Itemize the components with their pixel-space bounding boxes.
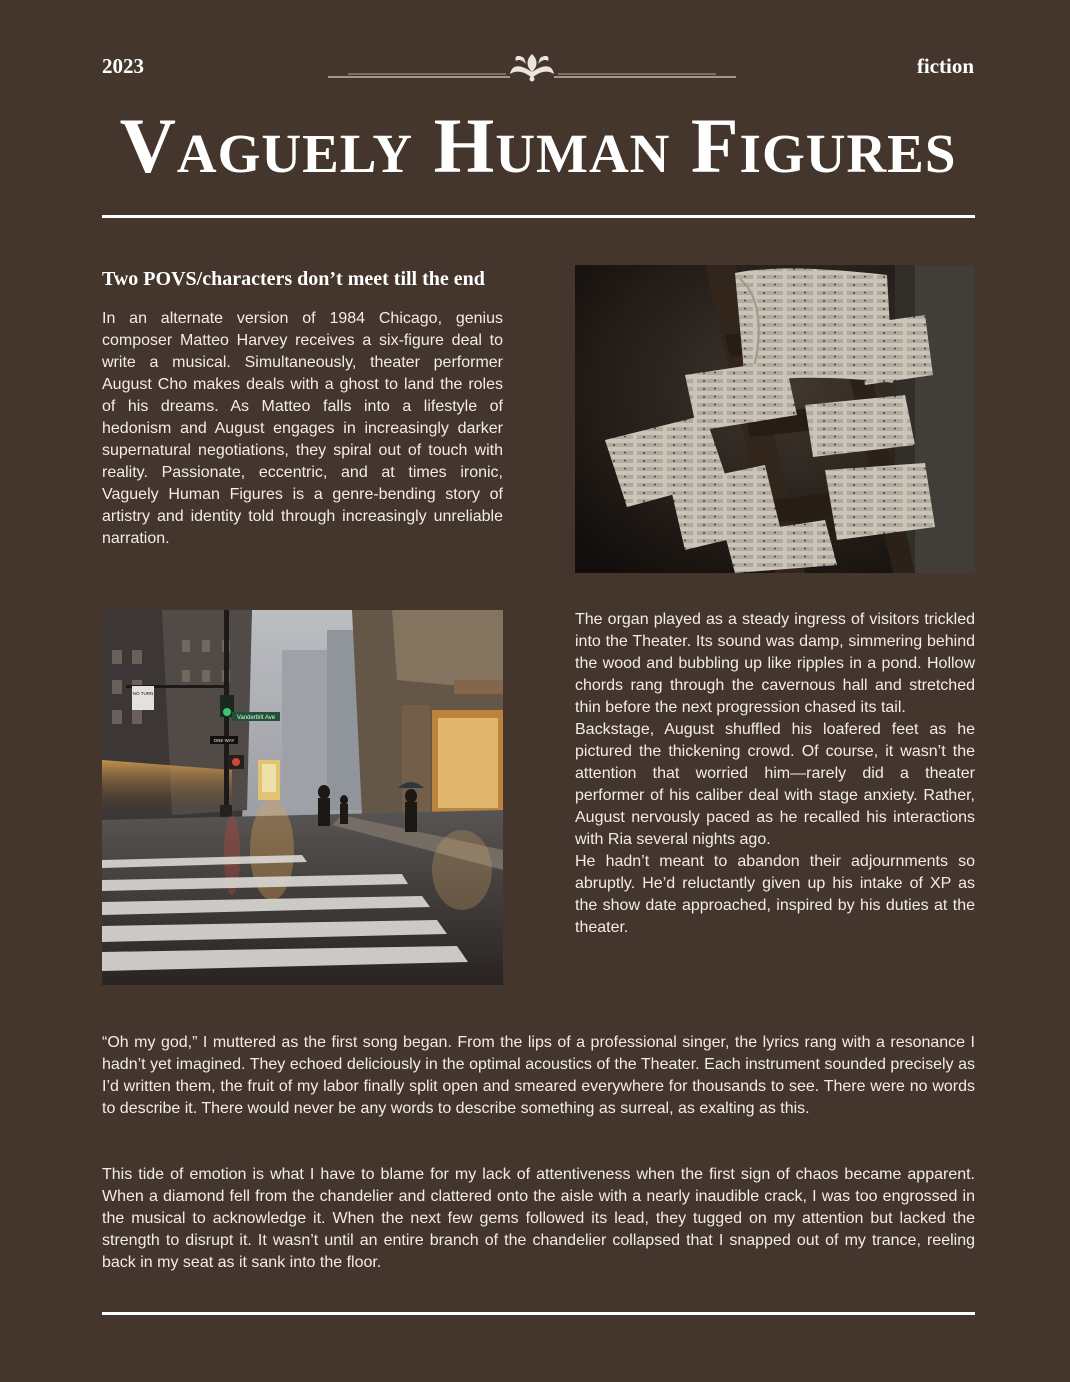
matteo-paragraph-1: “Oh my god,” I muttered as the first song began. From the lips of a professional singer, the lyrics rang with a resonance I hadn’t yet imagined. They echoed deliciously in the optimal acoustics of the Theater. Each instrument sounded precisely as I’d written them, the fruit of my labor finally split open and smeared everywhere for thousands to see. There were no words to describe it. There would never be any words to describe something as surreal, as exalting as this. [102, 1034, 975, 1117]
one-way-sign: ONE WAY [213, 738, 235, 743]
synopsis-heading: Two POVS/characters don’t meet till the end [102, 268, 485, 290]
august-paragraph-3: He hadn’t meant to abandon their adjournments so abruptly. He’d reluctantly given up his intake of XP as the show date approached, inspired by his duties at the theater. [575, 853, 975, 936]
year-label: 2023 [102, 54, 144, 78]
top-divider [102, 215, 975, 218]
august-excerpt [575, 609, 975, 939]
divider-ornament [328, 50, 736, 84]
matteo-paragraph-2: This tide of emotion is what I have to blame for my lack of attentiveness when the first sign of chaos became apparent. When a diamond fell from the chandelier and clattered onto the aisle with a nearly inaudible crack, I was too engrossed in the musical to acknowledge it. When the next few gems followed its lead, they tugged on my attention but lacked the strength to disrupt it. It wasn’t until an entire branch of the chandelier collapsed that I snapped out of my trance, reeling back in my seat as it sank into the floor. [102, 1166, 975, 1271]
august-paragraph-1: The organ played as a steady ingress of visitors trickled into the Theater. Its sound was damp, simmering behind the wood and bubbling up like ripples in a pond. Hollow chords rang through the cavernous hall and stretched thin before the next progression chased its tail. [575, 611, 975, 716]
flourish-icon [328, 50, 736, 84]
no-turn-sign: NO TURN [132, 691, 154, 696]
bottom-divider [102, 1312, 975, 1315]
genre-label: fiction [916, 54, 974, 78]
sheet-music-photo [575, 265, 975, 573]
rainy-street-photo [102, 610, 503, 985]
street-name-sign: Vanderbilt Ave [236, 715, 276, 721]
book-title: Vaguely Human Figures [119, 102, 957, 189]
august-paragraph-2: Backstage, August shuffled his loafered feet as he pictured the thickening crowd. Of course, it wasn’t the attention that worried him—rarely did a theater performer of his caliber deal with stage anxiety. Rather, August nervously paced as he recalled his interactions with Ria several nights ago. [575, 721, 975, 848]
synopsis-text: In an alternate version of 1984 Chicago, genius composer Matteo Harvey receives a six-figure deal to write a musical. Simultaneously, theater performer August Cho makes deals with a ghost to land the roles of his dreams. As Matteo falls into a lifestyle of hedonism and August engages in increasingly darker supernatural negotiations, they spiral out of touch with reality. Passionate, eccentric, and at times ironic, Vaguely Human Figures is a genre-bending story of artistry and identity told through increasingly unreliable narration. [102, 310, 503, 547]
